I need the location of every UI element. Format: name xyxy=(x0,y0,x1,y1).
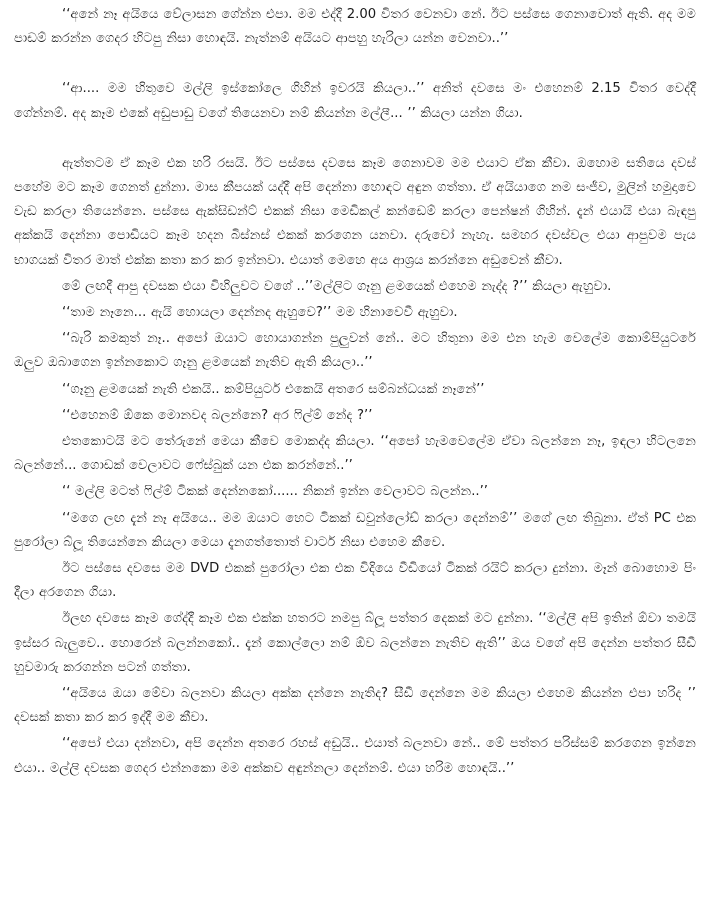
paragraph: ඊලඟ දවසෙ කෑම ගේද්දී කෑම එක එක්ක හතරට නමපු බ්ලූ පත්තර දෙකක් මට දුන්නා. ‘‘මල්ලී අපි ඉතින් ඕවා තමයි ඉස්සර බැලුවෙ.. හොරෙන් බලන්නකෝ.. දැන් කොල්ලො නම් ඕව බලන්නෙ නැතිව ඇති’’ ඔය වගේ අපි දෙන්න පත්තර සීඩී හුවමාරු කරගන්න පටන් ගත්තා. xyxy=(14,611,696,675)
paragraph: ‘‘ආ.... මම හිතුවෙ මල්ලි ඉස්කෝලෙ ගිහින් ඉවරයි කියලා..’’ අනිත් දවසෙ මං එහෙනම් 2.15 විතර වෙද්දී ගේන්නම්. අද කෑම එකේ අඩුපාඩු වගේ තියෙනවා නම් කියන්න මල්ලී... ’’ කියලා යන්න ගියා. xyxy=(14,81,696,121)
paragraph: ඊට පස්සෙ දවසෙ මම DVD එකක් පුරෝලා එක එක විදියෙ වීඩියෝ ටිකක් රයිට් කරලා දුන්නා. මෑන් බොහොම පිං දීලා අරගෙන ගියා. xyxy=(14,561,696,601)
paragraph: ‘‘ මල්ලි මටත් ෆිල්ම් ටිකක් දෙන්නකෝ...... නිකන් ඉන්න වෙලාවට බලන්න..’’ xyxy=(62,484,488,500)
paragraph: ‘‘අයියෙ ඔයා මේවා බලනවා කියලා අක්ක දන්නෙ නැතිද? සීඩී දෙන්නෙ මම කියලා එහෙම කියන්න එපා හරිද ’’ දවසක් කතා කර කර ඉද්දී මම කීවා. xyxy=(14,686,696,726)
paragraph: ‘‘අපෝ එයා දන්නවා, අපි දෙන්න අතරෙ රහස් අඩුයි.. එයාත් බලනවා නේ.. මේ පත්තර පරිස්සම් කරගෙන ඉන්නෙ එයා.. මල්ලි දවසක ගෙදර එන්නකො මම අක්කව අඳුන්නලා දෙන්නම්. එයා හරිම හොඳයි..’’ xyxy=(14,736,696,776)
paragraph: ‘‘මගෙ ලඟ දැන් නෑ අයියෙ.. මම ඔයාට හෙට ටිකක් ඩවුන්ලෝඩ් කරලා දෙන්නම්’’ මගේ ලඟ තිබුනා. ඒත් PC එක පුරෝලා බ්ලූ තියෙන්නෙ කියලා මෙයා දැනගත්තොත් වාටර් නිසා එහෙම කීවෙ. xyxy=(14,510,696,550)
paragraph: එතකොටයි මට තේරුනේ මෙයා කීවෙ මොකද්ද කියලා. ‘‘අපෝ හැමවෙලේම ඒවා බලන්නෙ නෑ, ඉඳලා හිටලනෙ බලන්නේ... ගොඩක් වෙලාවට ෆේස්බුක් යන එක කරන්නේ..’’ xyxy=(14,434,696,474)
paragraph: ‘‘එහෙනම් ඕකෙ මොනවද බලන්නෙ? අර ෆිල්ම් නේද ?’’ xyxy=(62,407,373,423)
paragraph: ‘‘ගෑනු ළමයෙක් නැති එකයි.. කම්පියුටර් එකෙයි අතරෙ සම්බන්ධයක් නෑනේ’’ xyxy=(62,381,485,397)
paragraph: ඇත්තටම ඒ කෑම එක හරි රසයි. ඊට පස්සෙ දවසෙ කෑම ගෙනාවම මම එයාට ඒක කීවා. ඔහොම සතියෙ දවස් පහේම මට කෑම ගෙනත් දුන්නා. මාස කීපයක් යද්දී අපි දෙන්නා හොඳට අඳුන ගත්තා. ඒ අයියාගෙ නම සංජීව, මුලින් හමුදාවෙ වැඩ කරලා තියෙන්නෙ. පස්සෙ ඇක්සිඩන්ට් එකක් නිසා මෙඩිකල් කන්ඩෙම් කරලා පෙන්ෂන් ගිහින්. දැන් එයායි එයා බැඳපු අක්කයි දෙන්නා පොඩියට කෑම හදන බිස්නස් එකක් කරගෙන යනවා. දරුවෝ නැහැ. සමහර දවස්වල එයා ආපුවම පැය භාගයක් විතර මාත් එක්ක කතා කර කර ඉන්නවා. එයාත් මෙහෙ අය ආශ්‍රය කරන්නෙ අඩුවෙන් කීවා. xyxy=(14,155,696,268)
paragraph: ‘‘බැරි කමකුත් නෑ.. අපෝ ඔයාට හොයාගන්න පුලුවන් නේ.. මට හිතුනා මම එන හැම වෙලේම කොම්පියුටරේ ඔලුව ඔබාගෙන ඉන්නකොට ගෑනු ළමයෙක් නැතිව ඇති කියලා..’’ xyxy=(14,331,696,371)
paragraph: ‘‘අනේ නෑ අයියෙ වේලාසන ගේන්න එපා. මම එද්දී 2.00 විතර වෙනවා නේ. ඊට පස්සෙ ගෙනාවොත් ඇති. අද මම පාඩම් කරන්න ගෙදර හිටපු නිසා හොඳයි. නැත්නම් අයියට ආපහු හැරිලා යන්න වෙනවා..’’ xyxy=(14,7,696,47)
paragraph: ‘‘තාම නෑනෙ... ඇයි හොයලා දෙන්නද ඇහුවෙ?’’ මම හිනාවෙවී ඇහුවා. xyxy=(62,305,458,321)
paragraph: මේ ලඟදී ආපු දවසක එයා විහිලුවට වගේ ..’’මල්ලිට ගෑනු ළමයෙක් එහෙම නැද්ද ?’’ කියලා ඇහුවා. xyxy=(62,278,612,294)
